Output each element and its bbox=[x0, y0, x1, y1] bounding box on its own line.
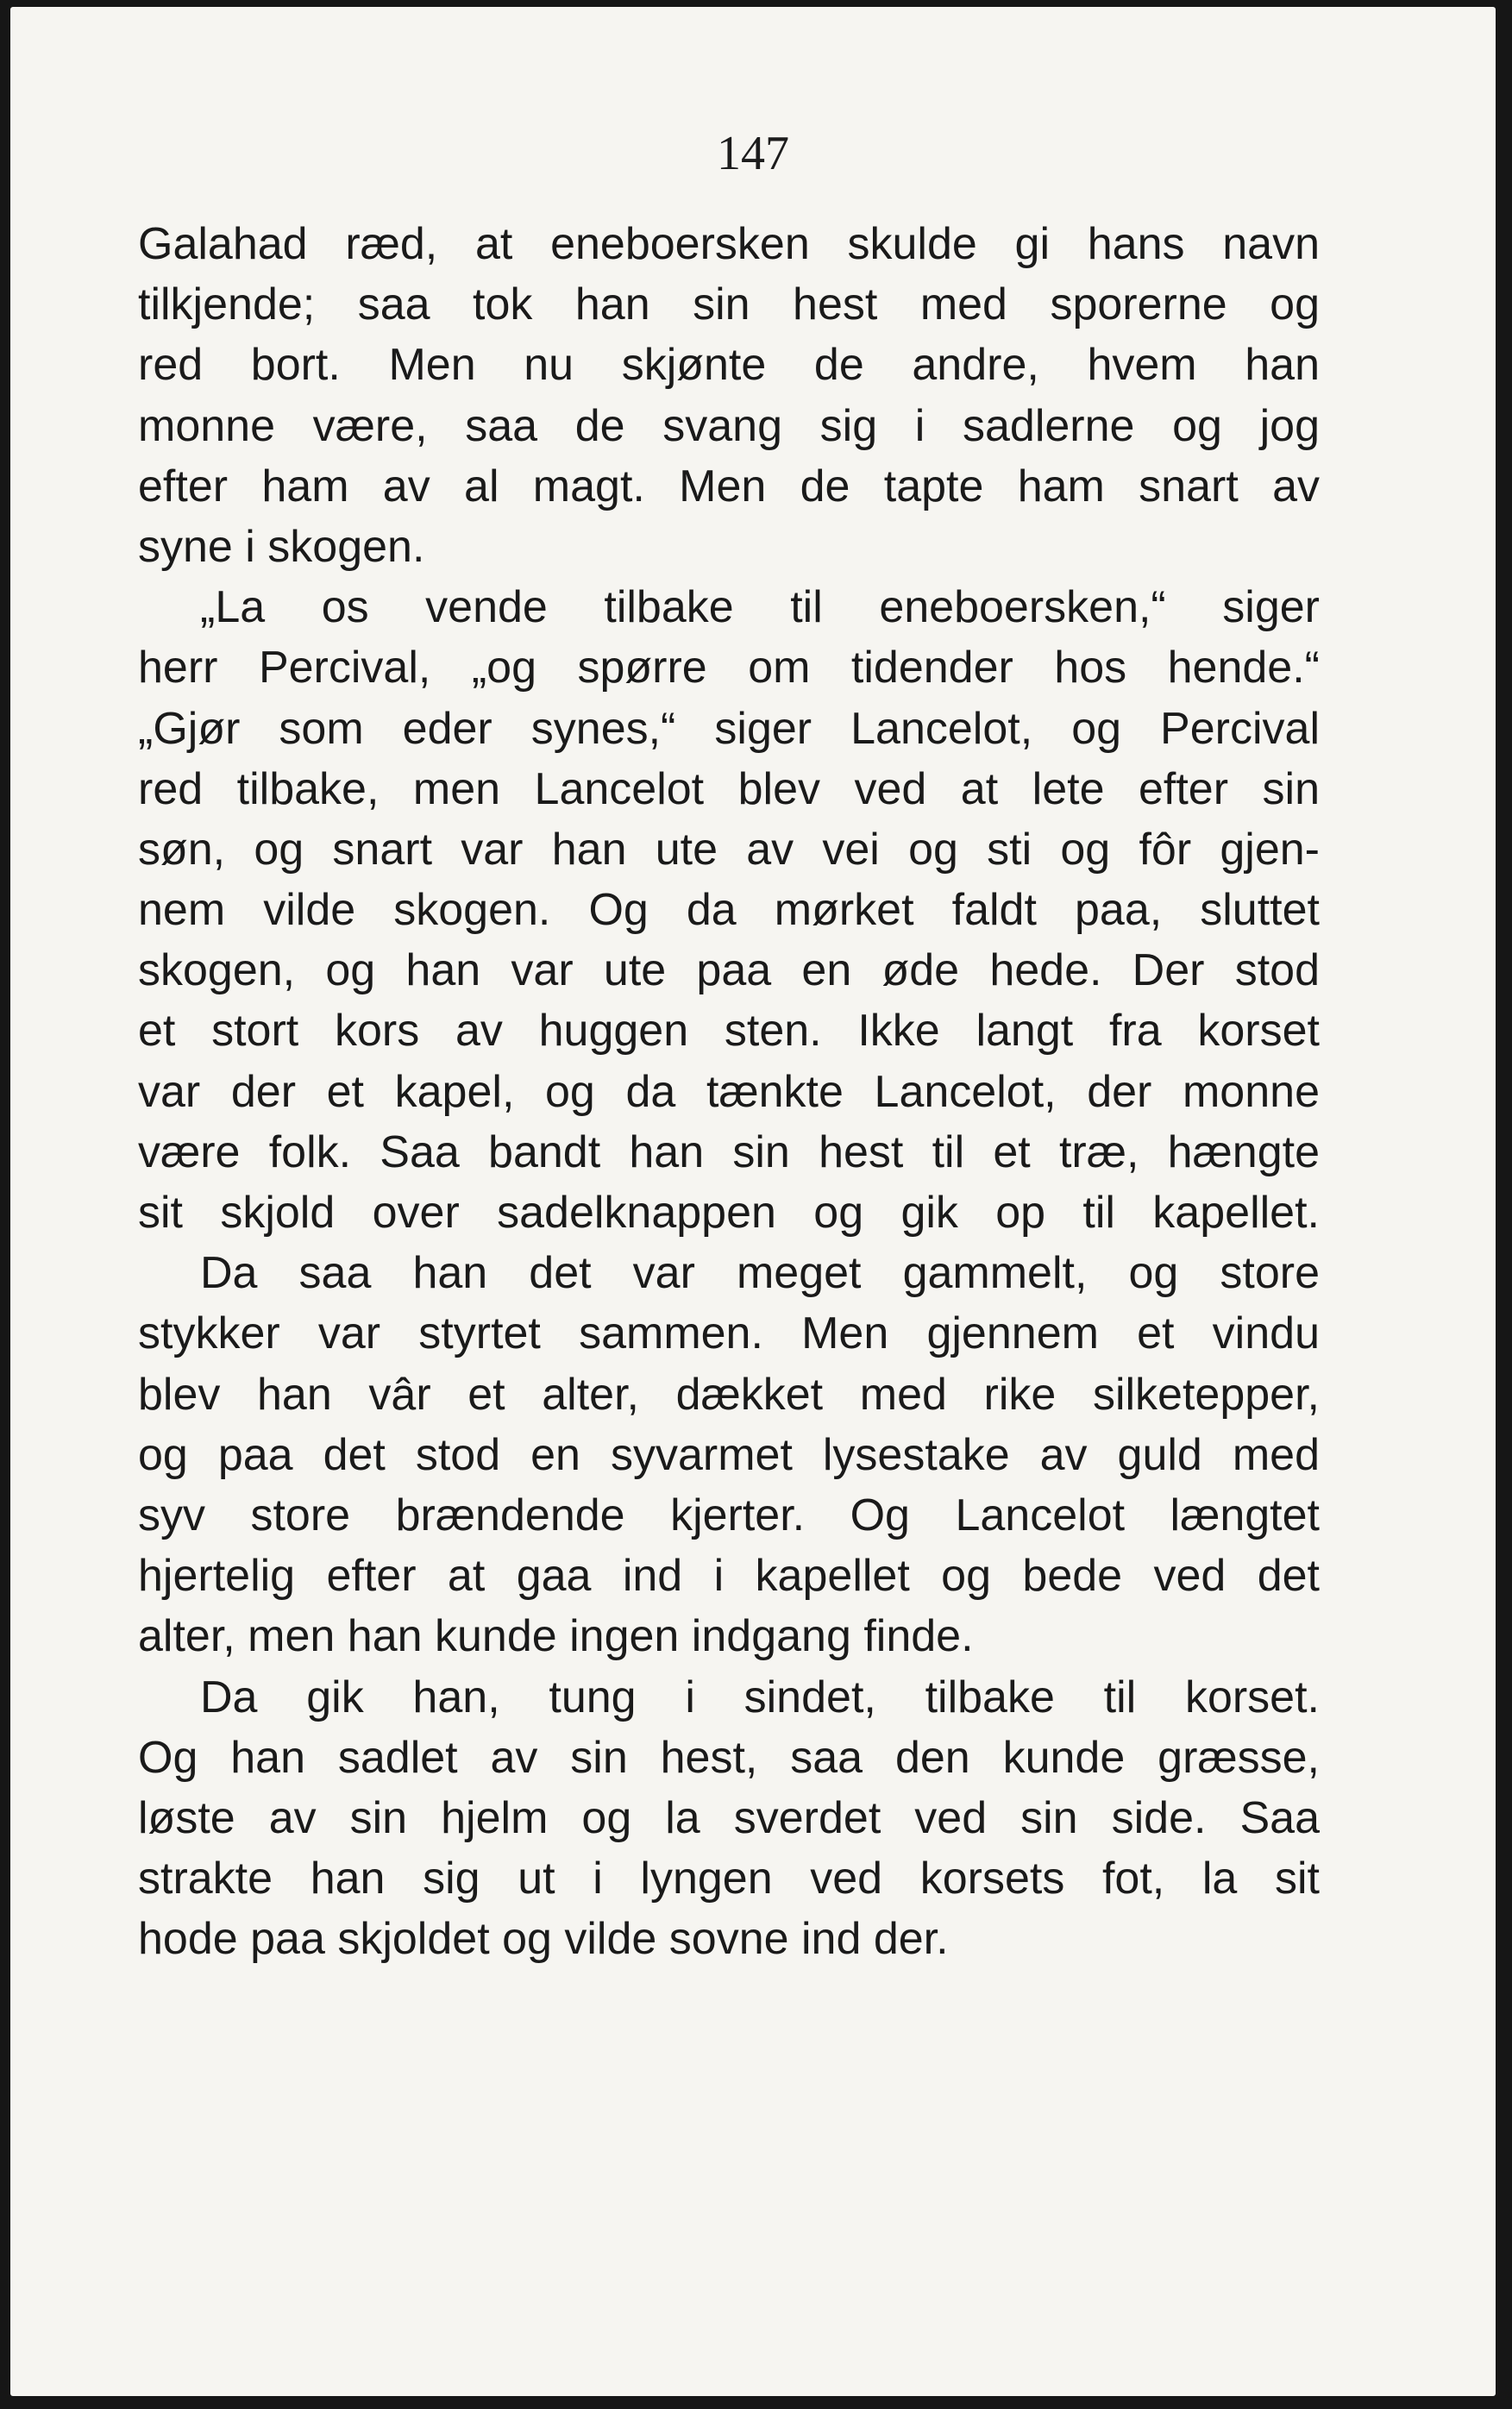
text-line: søn, og snart var han ute av vei og sti og fôr gjen- bbox=[138, 824, 1320, 875]
text-line: „Gjør som eder synes,“ siger Lancelot, og Percival bbox=[138, 703, 1320, 754]
text-line: skogen, og han var ute paa en øde hede. Der stod bbox=[138, 945, 1320, 996]
text-line: efter ham av al magt. Men de tapte ham snart av bbox=[138, 461, 1320, 511]
text-line: strakte han sig ut i lyngen ved korsets fot, la sit bbox=[138, 1854, 1320, 1904]
text-line: herr Percival, „og spørre om tidender hos hende.“ bbox=[138, 643, 1320, 693]
text-line: Galahad ræd, at eneboersken skulde gi hans navn bbox=[138, 219, 1320, 269]
text-line: red bort. Men nu skjønte de andre, hvem han bbox=[138, 340, 1320, 391]
text-line: hode paa skjoldet og vilde sovne ind der. bbox=[138, 1914, 949, 1965]
text-line: Da gik han, tung i sindet, tilbake til korset. bbox=[200, 1672, 1320, 1722]
text-line: „La os vende tilbake til eneboersken,“ siger bbox=[200, 582, 1320, 633]
text-line: løste av sin hjelm og la sverdet ved sin side. Saa bbox=[138, 1792, 1320, 1843]
text-line: alter, men han kunde ingen indgang finde. bbox=[138, 1611, 974, 1662]
text-line: tilkjende; saa tok han sin hest med sporerne og bbox=[138, 279, 1320, 330]
text-line: hjertelig efter at gaa ind i kapellet og bede ved det bbox=[138, 1551, 1320, 1602]
text-line: Og han sadlet av sin hest, saa den kunde græsse, bbox=[138, 1732, 1320, 1783]
body-text bbox=[138, 214, 1320, 1969]
text-line: monne være, saa de svang sig i sadlerne og jog bbox=[138, 400, 1320, 451]
text-line: Da saa han det var meget gammelt, og store bbox=[200, 1248, 1320, 1299]
text-line: blev han vâr et alter, dækket med rike silketepper, bbox=[138, 1369, 1320, 1420]
page-number: 147 bbox=[717, 127, 789, 180]
text-line: sit skjold over sadelknappen og gik op til kapellet. bbox=[138, 1188, 1320, 1238]
text-line: stykker var styrtet sammen. Men gjennem et vindu bbox=[138, 1308, 1320, 1359]
text-line: syne i skogen. bbox=[138, 521, 425, 572]
text-line: og paa det stod en syvarmet lysestake av guld med bbox=[138, 1429, 1320, 1480]
text-line: et stort kors av huggen sten. Ikke langt fra korset bbox=[138, 1006, 1320, 1057]
text-line: var der et kapel, og da tænkte Lancelot, der monne bbox=[138, 1066, 1320, 1117]
text-line: være folk. Saa bandt han sin hest til et træ, hængte bbox=[138, 1126, 1320, 1177]
text-line: nem vilde skogen. Og da mørket faldt paa, sluttet bbox=[138, 885, 1320, 936]
page-sheet bbox=[10, 7, 1496, 2396]
text-line: red tilbake, men Lancelot blev ved at lete efter sin bbox=[138, 763, 1320, 814]
text-line: syv store brændende kjerter. Og Lancelot længtet bbox=[138, 1490, 1320, 1540]
